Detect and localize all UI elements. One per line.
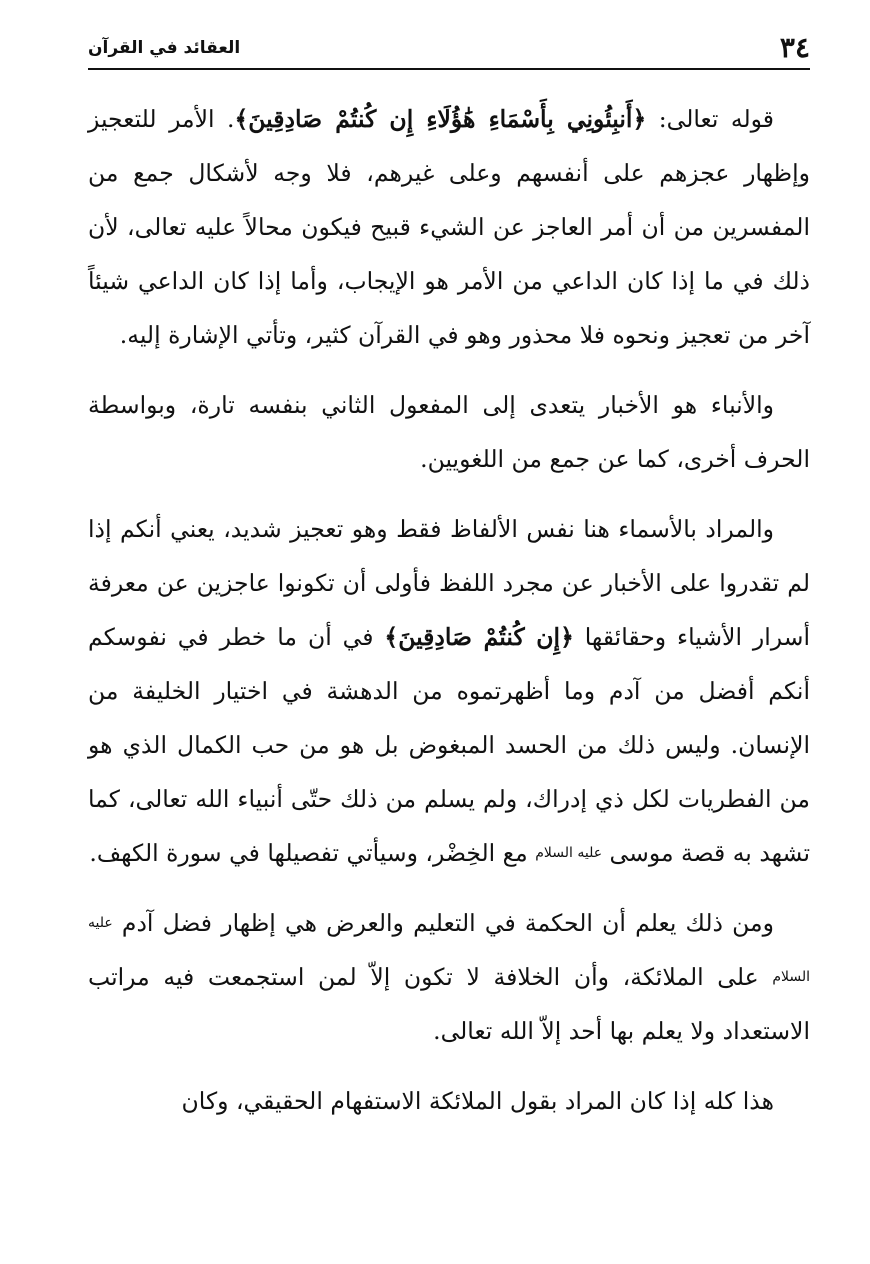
header-rule [88,68,810,70]
paragraph-text: على الملائكة، وأن الخلافة لا تكون إلاّ لمن استجمعت فيه مراتب الاستعداد ولا يعلم بها أحد إلاّ الله تعالى. [88,963,810,1045]
honorific-glyph: عليه السلام [88,915,810,985]
paragraph-text: مع الخِضْر، وسيأتي تفصيلها في سورة الكهف. [89,839,536,867]
paragraph-text: . الأمر للتعجيز وإظهار عجزهم على أنفسهم وعلى غيرهم، فلا وجه لأشكال جمع من المفسرين من أن أمر العاجز عن الشيء قبيح فيكون محالاً عليه تعالى، لأن ذلك في ما إذا كان الداعي من الأمر هو الإيجاب، وأما إذا كان الداعي شيئاً آخر من تعجيز ونحوه فلا محذور وهو في القرآن كثير، وتأتي الإشارة إليه. [88,105,810,349]
page-number: ٣٤ [779,31,810,64]
body-text [88,92,810,1144]
paragraph-2: والأنباء هو الأخبار يتعدى إلى المفعول الثاني بنفسه تارة، وبواسطة الحرف أخرى، كما عن جمع من اللغويين. [88,391,810,473]
paragraph-text: والمراد بالأسماء هنا نفس الألفاظ فقط وهو تعجيز شديد، يعني أنكم إذا لم تقدروا على الأخبار عن مجرد اللفظ فأولى أن تكونوا عاجزين عن معرفة أسرار الأشياء وحقائقها [88,515,810,651]
paragraph-text: ومن ذلك يعلم أن الحكمة في التعليم والعرض هي إظهار فضل آدم [112,909,774,937]
paragraph-5: هذا كله إذا كان المراد بقول الملائكة الاستفهام الحقيقي، وكان [181,1087,774,1115]
paragraph-text: قوله تعالى: [646,105,775,133]
paragraph-1 [88,92,810,362]
quran-verse: ﴿إِن كُنتُمْ صَادِقِينَ﴾ [384,623,574,651]
page-header [88,28,810,68]
honorific-glyph: عليه السلام [535,845,603,861]
quran-verse: ﴿أَنبِئُونِي بِأَسْمَاءِ هَٰؤُلَاءِ إِن كُنتُمْ صَادِقِينَ﴾ [234,105,647,133]
paragraph-text: في أن ما خطر في نفوسكم أنكم أفضل من آدم وما أظهرتموه من الدهشة في اختيار الخليفة من الإنسان. وليس ذلك من الحسد المبغوض بل هو من حب الكمال الذي هو من الفطريات لكل ذي إدراك، ولم يسلم من ذلك حتّى أنبياء الله تعالى، كما تشهد به قصة موسى [88,623,810,867]
paragraph-3 [88,502,810,880]
running-title: العقائد في القرآن [88,38,241,58]
paragraph-4 [88,896,810,1058]
